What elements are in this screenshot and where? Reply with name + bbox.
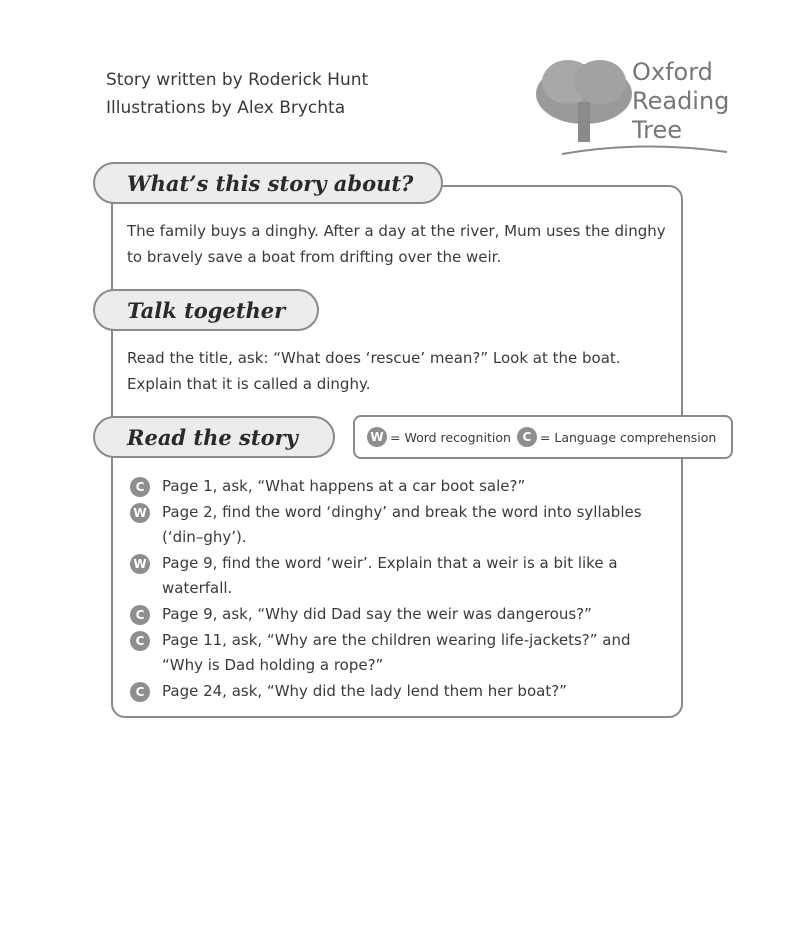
read-heading: Read the story bbox=[93, 416, 335, 458]
list-item bbox=[130, 628, 670, 678]
credits bbox=[106, 66, 368, 122]
logo-wordmark bbox=[632, 58, 729, 145]
list-item-text: Page 9, ask, “Why did Dad say the weir was dangerous?” bbox=[162, 605, 592, 623]
illustrations-credit: Illustrations by Alex Brychta bbox=[106, 98, 346, 118]
list-item-text: Page 9, find the word ‘weir’. Explain that a weir is a bit like a waterfall. bbox=[162, 554, 618, 597]
about-heading: What’s this story about? bbox=[93, 162, 443, 204]
about-text: The family buys a dinghy. After a day at the river, Mum uses the dinghy to bravely save a boat from drifting over the weir. bbox=[127, 222, 666, 266]
word-recognition-label: = Word recognition bbox=[390, 429, 511, 445]
story-credit: Story written by Roderick Hunt bbox=[106, 70, 369, 90]
word-recognition-icon: W bbox=[367, 427, 387, 447]
language-comprehension-label: = Language comprehension bbox=[539, 429, 717, 445]
word-recognition-icon: W bbox=[130, 503, 150, 523]
talk-heading: Talk together bbox=[93, 289, 319, 331]
list-item-text: Page 24, ask, “Why did the lady lend them her boat?” bbox=[162, 682, 567, 700]
logo-line-2: Reading bbox=[632, 87, 730, 115]
comprehension-icon: C bbox=[130, 682, 150, 702]
reading-prompts-list bbox=[130, 474, 670, 705]
comprehension-icon: C bbox=[130, 631, 150, 651]
list-item bbox=[130, 551, 670, 601]
word-recognition-icon: W bbox=[130, 554, 150, 574]
language-comprehension-icon: C bbox=[517, 427, 537, 447]
list-item-text: Page 11, ask, “Why are the children wearing life-jackets?” and “Why is Dad holding a rope?” bbox=[162, 631, 631, 674]
comprehension-icon: C bbox=[130, 477, 150, 497]
list-item bbox=[130, 679, 670, 704]
comprehension-icon: C bbox=[130, 605, 150, 625]
logo-line-3: Tree bbox=[632, 116, 683, 144]
logo-line-1: Oxford bbox=[632, 58, 713, 86]
legend-box bbox=[353, 415, 733, 459]
list-item bbox=[130, 500, 670, 550]
list-item bbox=[130, 602, 670, 627]
talk-text: Read the title, ask: “What does ‘rescue’ mean?” Look at the boat. Explain that it is called a dinghy. bbox=[127, 349, 621, 393]
list-item-text: Page 2, find the word ‘dinghy’ and break the word into syllables (‘din–ghy’). bbox=[162, 503, 642, 546]
list-item bbox=[130, 474, 670, 499]
list-item-text: Page 1, ask, “What happens at a car boot sale?” bbox=[162, 477, 526, 495]
